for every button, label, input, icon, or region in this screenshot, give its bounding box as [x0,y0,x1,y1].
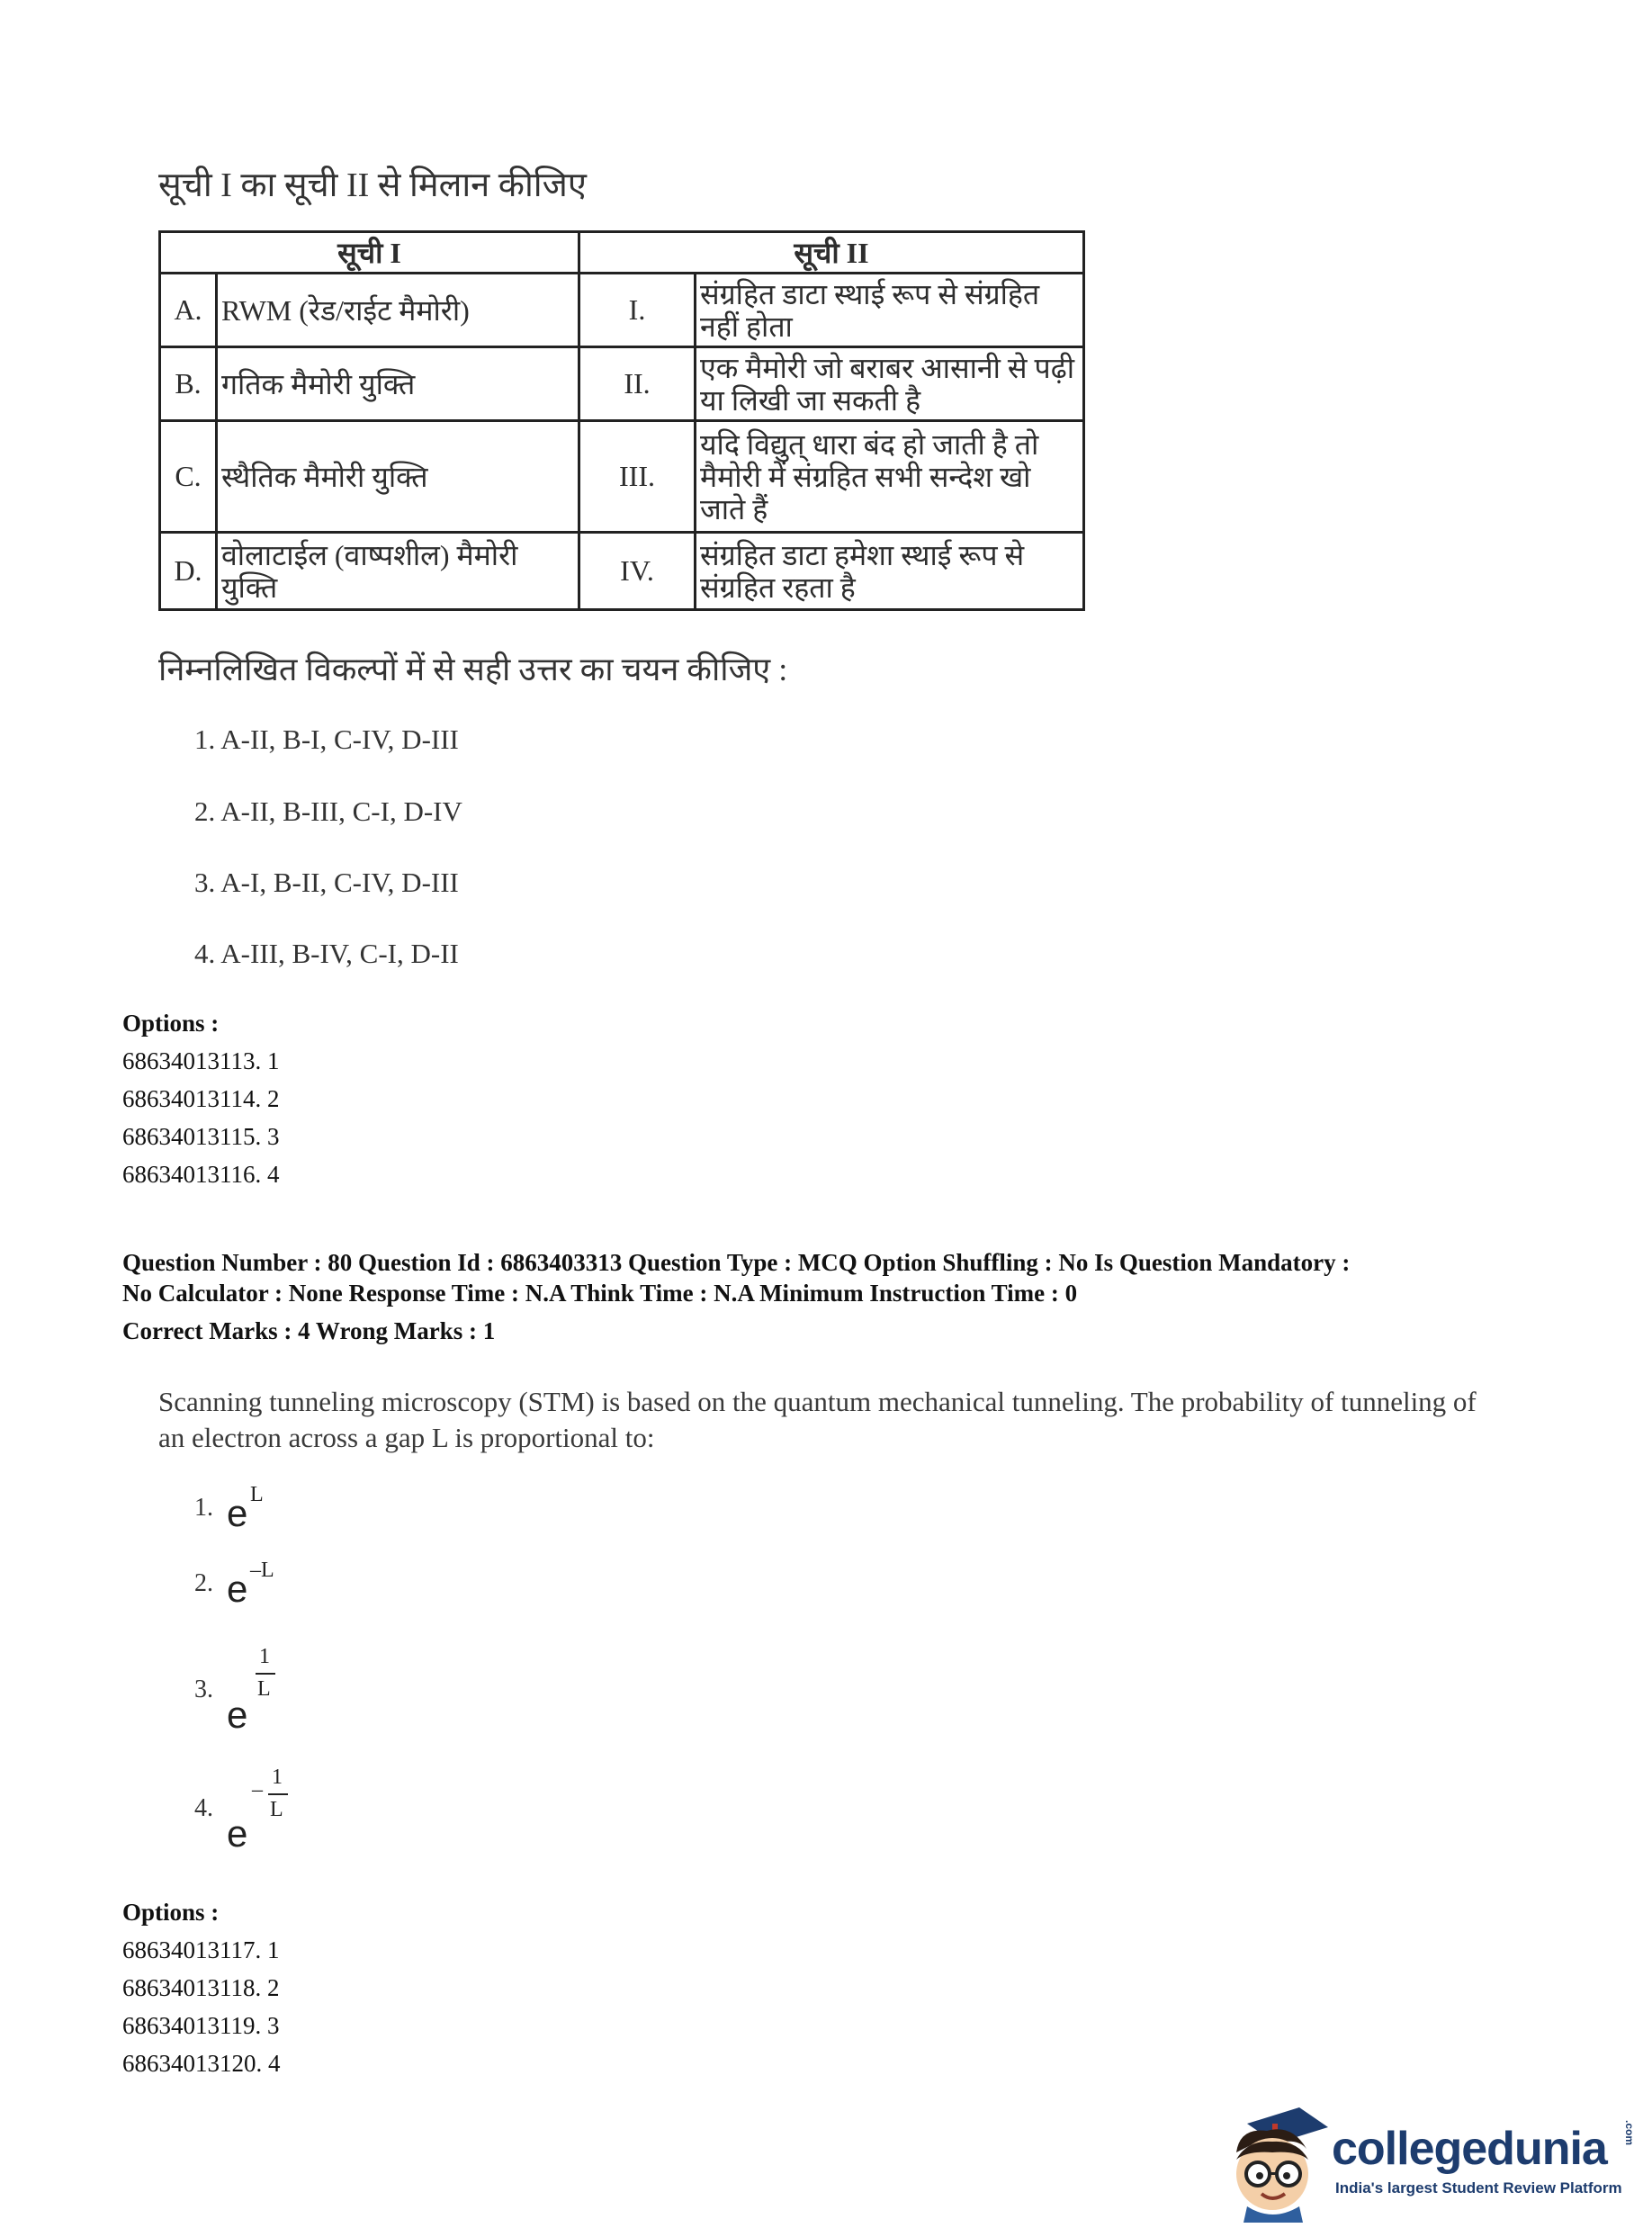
row-roman: III. [579,421,696,533]
question-heading: सूची I का सूची II से मिलान कीजिए [158,166,587,204]
choice-number: 1. [194,1494,213,1522]
list-2-item: संग्रहित डाटा स्थाई रूप से संग्रहित नहीं होता [696,274,1084,347]
exponent-base: e [227,1812,248,1855]
options-label: Options : [122,1899,220,1926]
choice-item [194,1483,320,1541]
exponent-denominator: L [270,1798,283,1821]
option-id-line: 68634013115. 3 [122,1123,280,1150]
table-row [160,421,1084,533]
row-roman: II. [579,347,696,421]
logo-com: .com [1623,2120,1636,2146]
fraction-bar [256,1673,275,1675]
row-letter: D. [160,533,217,610]
list-2-item: यदि विद्युत् धारा बंद हो जाती है तो मैमोरी में संग्रहित सभी सन्देश खो जाते हैं [696,421,1084,533]
question-text: Scanning tunneling microscopy (STM) is based on the quantum mechanical tunneling. The probability of tunneling of an electron across a gap L is proportional to: [158,1386,1477,1453]
option-id-line: 68634013116. 4 [122,1161,280,1188]
option-id-line: 68634013119. 3 [122,2012,280,2039]
choice-item [194,1559,338,1616]
option-id-line: 68634013117. 1 [122,1936,280,1963]
exponent-denominator: L [257,1677,271,1701]
question-meta-line: Question Number : 80 Question Id : 6863403313 Question Type : MCQ Option Shuffling : No Is Question Mandatory : [122,1249,1351,1276]
choose-instruction: निम्नलिखित विकल्पों में से सही उत्तर का चयन कीजिए : [158,651,788,687]
logo-tagline: India's largest Student Review Platform [1335,2179,1622,2197]
row-letter: A. [160,274,217,347]
exponent-numerator: 1 [272,1765,283,1789]
choice-item: 4. A-III, B-IV, C-I, D-II [194,938,459,969]
exponent-numerator: 1 [259,1645,270,1668]
choice-item: 2. A-II, B-III, C-I, D-IV [194,795,462,827]
choice-number: 4. [194,1794,213,1822]
list-1-item: RWM (रेड/राईट मैमोरी) [217,274,579,347]
list-2-item: एक मैमोरी जो बराबर आसानी से पढ़ी या लिखी जा सकती है [696,347,1084,421]
table-row [160,274,1084,347]
option-id-line: 68634013113. 1 [122,1047,280,1074]
list-2-item: संग्रहित डाटा हमेशा स्थाई रूप से संग्रहित रहता है [696,533,1084,610]
collegedunia-logo [1220,2097,1643,2223]
option-id-line: 68634013120. 4 [122,2050,281,2077]
option-id-line: 68634013118. 2 [122,1974,280,2001]
row-roman: IV. [579,533,696,610]
options-label: Options : [122,1010,220,1037]
list-1-item: स्थैतिक मैमोरी युक्ति [217,421,579,533]
choice-item [194,1765,356,1864]
row-letter: B. [160,347,217,421]
question-marks: Correct Marks : 4 Wrong Marks : 1 [122,1317,496,1344]
choice-number: 2. [194,1569,213,1597]
table-row [160,533,1084,610]
exponent-base: e [227,1492,248,1534]
choice-item: 3. A-I, B-II, C-IV, D-III [194,867,459,898]
choice-item: 1. A-II, B-I, C-IV, D-III [194,723,459,755]
exponent: –L [250,1559,274,1582]
exponent: L [250,1483,264,1506]
fraction-bar [268,1793,288,1795]
table-header-row [160,232,1084,274]
table-row [160,347,1084,421]
header-list-2: सूची II [579,232,1084,274]
option-id-line: 68634013114. 2 [122,1085,280,1112]
header-list-1: सूची I [160,232,579,274]
list-1-item: गतिक मैमोरी युक्ति [217,347,579,421]
question-meta-line: No Calculator : None Response Time : N.A Think Time : N.A Minimum Instruction Time : 0 [122,1280,1078,1307]
choice-number: 3. [194,1675,213,1703]
exponent-sign: – [252,1778,263,1801]
exponent-base: e [227,1568,248,1610]
logo-name: collegedunia [1332,2123,1607,2175]
row-letter: C. [160,421,217,533]
row-roman: I. [579,274,696,347]
choice-item [194,1645,338,1744]
mascot-icon [1220,2097,1337,2223]
match-table [158,230,1085,611]
list-1-item: वोलाटाईल (वाष्पशील) मैमोरी युक्ति [217,533,579,610]
exponent-base: e [227,1693,248,1736]
